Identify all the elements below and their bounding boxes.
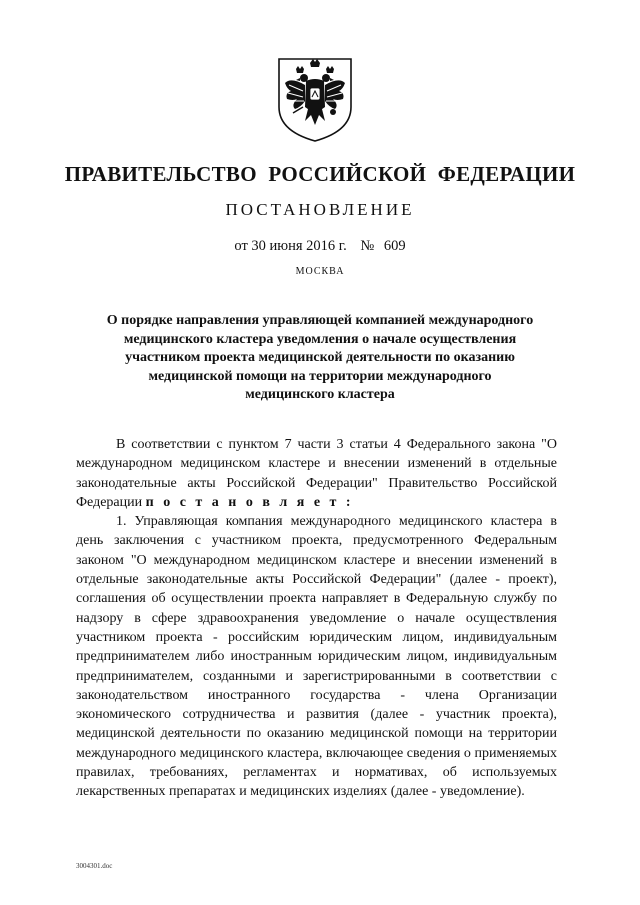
file-code: 3004301.doc: [76, 862, 113, 870]
document-number: 609: [383, 238, 406, 254]
document-body: [76, 435, 557, 802]
preamble-paragraph: [76, 435, 557, 512]
resolves-word: п о с т а н о в л я е т :: [145, 494, 354, 510]
heading-line: медицинской помощи на территории международного: [148, 368, 492, 384]
coat-of-arms-emblem: [275, 55, 355, 143]
document-heading: [60, 312, 580, 405]
heading-line: О порядке направления управляющей компанией международного: [106, 313, 534, 328]
city: МОСКВА: [295, 266, 345, 277]
heading-line: медицинского кластера: [245, 387, 395, 402]
heading-line: медицинского кластера уведомления о начале осуществления: [123, 331, 517, 347]
date-line: [0, 238, 640, 255]
government-title: ПРАВИТЕЛЬСТВО РОССИЙСКОЙ ФЕДЕРАЦИИ: [64, 162, 576, 186]
clause-1-paragraph: 1. Управляющая компания международного медицинского кластера в день заключения с участником проекта, предусмотренного Федеральным законом "О международном медицинском кластере и внесении изменений в отдельные законодательные акты Российской Федерации" (далее - проект), соглашения об осуществлении проекта направляет в Федеральную службу по надзору в сфере здравоохранения уведомление о начале осуществления участником проекта - российским юридическим лицом, индивидуальным предпринимателем либо иностранным юридическим лицом, индивидуальным предпринимателем, созданными и зарегистрированными в соответствии с законодательством иностранного государства - члена Организации экономического сотрудничества и развития (далее - участник проекта), медицинской деятельности по оказанию медицинской помощи на территории международного медицинского кластера, включающее сведения о применяемых правилах, требованиях, регламентах и нормативах, об используемых лекарственных препаратах и медицинских изделиях (далее - уведомление).: [76, 514, 557, 800]
document-date: от 30 июня 2016 г.: [234, 238, 347, 254]
heading-line: участником проекта медицинской деятельности по оказанию: [125, 350, 515, 365]
document-type: ПОСТАНОВЛЕНИЕ: [225, 200, 415, 219]
preamble-text: В соответствии с пунктом 7 части 3 статьи 4 Федерального закона "О международном медицинском кластере и внесении изменений в отдельные законодательные акты Российской Федерации" Правительство Российской Федерации: [76, 437, 557, 510]
number-label: №: [360, 238, 375, 254]
